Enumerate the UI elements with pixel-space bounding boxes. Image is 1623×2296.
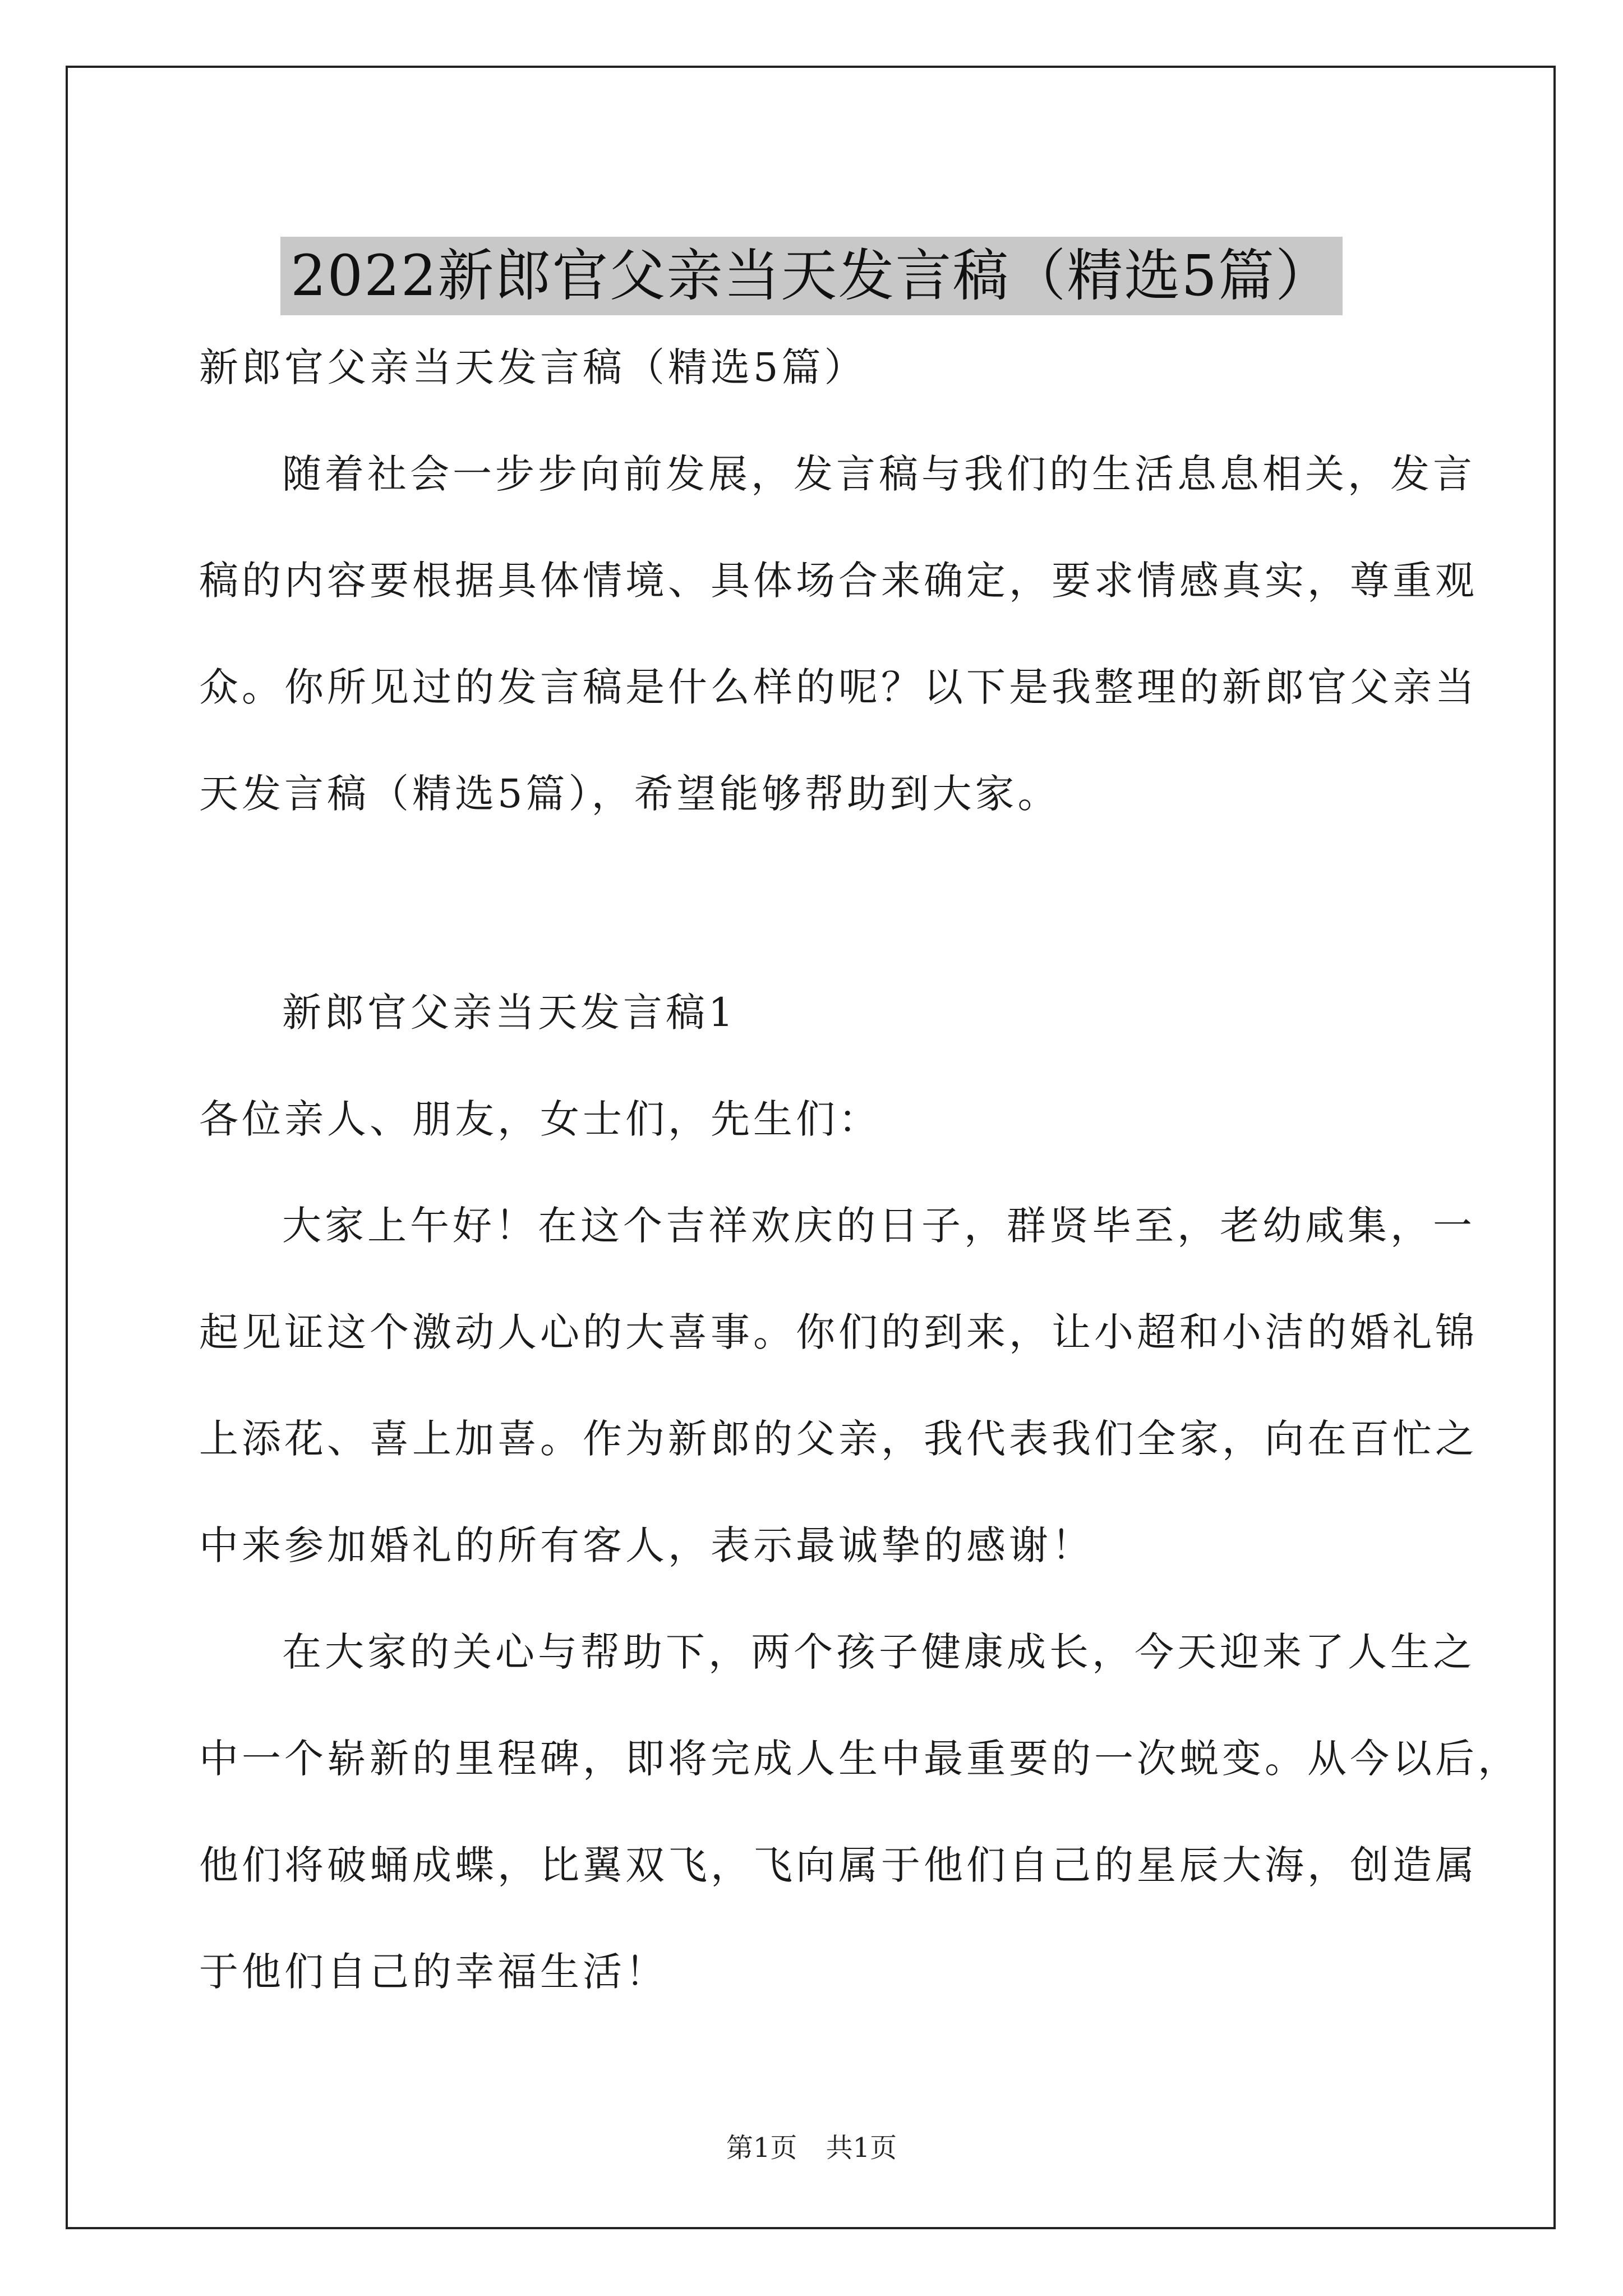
intro-line: 随着社会一步步向前发展，发言稿与我们的生活息息相关，发言 [282,451,1476,497]
document-title: 2022新郎官父亲当天发言稿（精选5篇） [280,237,1343,315]
paragraph2-line: 他们将破蛹成蝶，比翼双飞，飞向属于他们自己的星辰大海，创造属 [199,1842,1478,1888]
spacer [199,847,1433,959]
intro-line: 稿的内容要根据具体情境、具体场合来确定，要求情感真实，尊重观 [199,558,1478,604]
paragraph1-line: 大家上午好！在这个吉祥欢庆的日子，群贤毕至，老幼咸集，一 [282,1203,1476,1249]
intro-line: 天发言稿（精选5篇），希望能够帮助到大家。 [199,771,1061,817]
paragraph2-line: 于他们自己的幸福生活！ [199,1949,668,1995]
section-heading: 新郎官父亲当天发言稿1 [282,990,737,1036]
paragraph1-line: 上添花、喜上加喜。作为新郎的父亲，我代表我们全家，向在百忙之 [199,1416,1478,1462]
page-footer [0,2126,1623,2165]
paragraph2-line: 中一个崭新的里程碑，即将完成人生中最重要的一次蜕变。从今以后， [199,1736,1520,1782]
page-number-total: 共1页 [826,2132,897,2164]
paragraph2-line: 在大家的关心与帮助下，两个孩子健康成长，今天迎来了人生之 [282,1629,1476,1675]
intro-line: 众。你所见过的发言稿是什么样的呢？以下是我整理的新郎官父亲当 [199,664,1478,710]
paragraph1-line: 起见证这个激动人心的大喜事。你们的到来，让小超和小洁的婚礼锦 [199,1309,1478,1355]
page-number-current: 第1页 [726,2132,797,2164]
salutation: 各位亲人、朋友，女士们，先生们： [199,1096,881,1142]
document-subtitle: 新郎官父亲当天发言稿（精选5篇） [199,344,867,390]
paragraph1-line: 中来参加婚礼的所有客人，表示最诚挚的感谢！ [199,1522,1094,1568]
document-body [199,314,1520,2025]
